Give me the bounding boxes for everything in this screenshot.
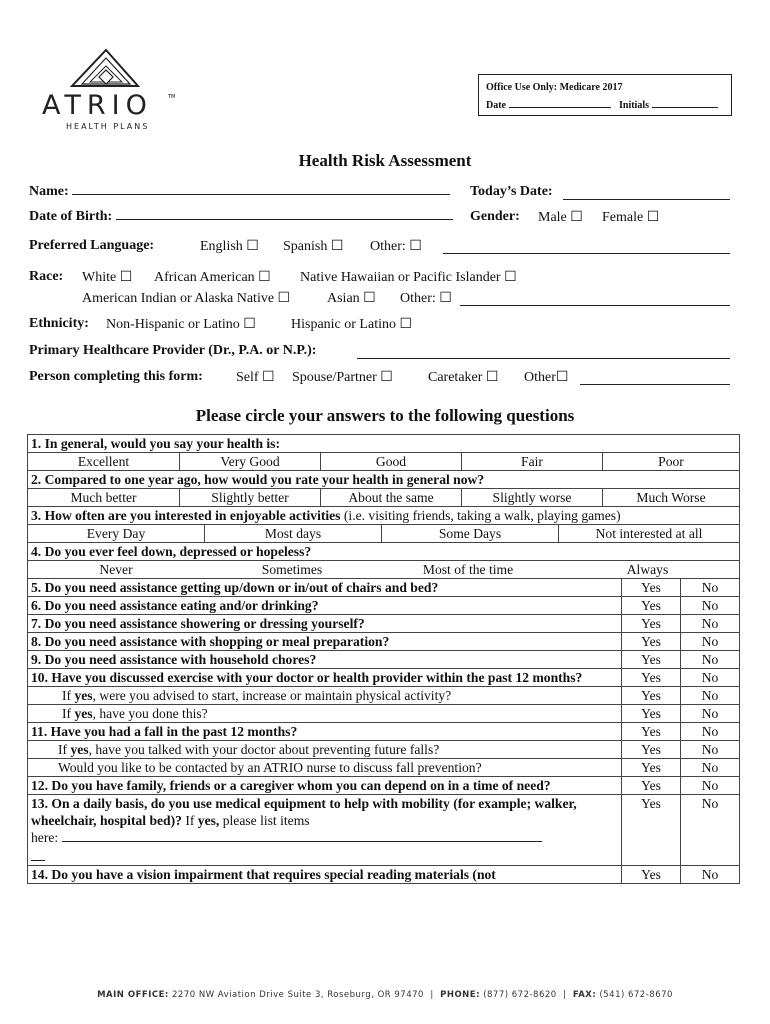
q14-yes[interactable]: Yes — [622, 866, 681, 884]
q11a-pre: If — [58, 742, 71, 757]
person-caretaker-option[interactable]: Caretaker ☐ — [428, 370, 499, 385]
person-row — [29, 369, 569, 385]
office-initials-field[interactable] — [652, 107, 718, 108]
q10-text: 10. Have you discussed exercise with your doctor or health provider within the past 12 months? — [28, 669, 622, 687]
q8-no[interactable]: No — [681, 633, 740, 651]
name-field[interactable] — [72, 194, 450, 195]
q9-no[interactable]: No — [681, 651, 740, 669]
footer-fax-label: FAX: — [572, 990, 597, 1000]
race-african-american-option[interactable]: African American ☐ — [154, 270, 271, 285]
office-date-field[interactable] — [509, 107, 611, 108]
race-american-indian-option[interactable]: American Indian or Alaska Native ☐ — [82, 291, 291, 306]
q11a-post: , have you talked with your doctor about preventing future falls? — [88, 742, 440, 757]
q10b-yes-word: yes — [74, 706, 93, 721]
footer-phone: (877) 672-8620 — [483, 990, 557, 1000]
lang-other-field[interactable] — [443, 253, 730, 254]
provider-label: Primary Healthcare Provider (Dr., P.A. or N.P.): — [29, 343, 317, 358]
q12-yes[interactable]: Yes — [622, 777, 681, 795]
instructions-heading: Please circle your answers to the following questions — [195, 406, 575, 425]
gender-female-option[interactable]: Female ☐ — [602, 210, 660, 225]
lang-spanish-option[interactable]: Spanish ☐ — [283, 239, 344, 254]
q2-opt-much-better[interactable]: Much better — [28, 489, 180, 506]
logo-subtitle: HEALTH PLANS — [66, 122, 150, 131]
q7-text: 7. Do you need assistance showering or dressing yourself? — [28, 615, 622, 633]
q4-opt-never[interactable]: Never — [99, 562, 133, 577]
q13-no[interactable]: No — [681, 795, 740, 866]
logo-trademark: TM — [168, 94, 176, 100]
q10-yes[interactable]: Yes — [622, 669, 681, 687]
q4-opt-most-of-time[interactable]: Most of the time — [422, 562, 514, 577]
q13-items-field[interactable] — [62, 841, 542, 842]
q11a-yes[interactable]: Yes — [622, 741, 681, 759]
q10a-post: , were you advised to start, increase or maintain physical activity? — [92, 688, 452, 703]
q12-no[interactable]: No — [681, 777, 740, 795]
q7-no[interactable]: No — [681, 615, 740, 633]
q5-no[interactable]: No — [681, 579, 740, 597]
q5-text: 5. Do you need assistance getting up/down or in/out of chairs and bed? — [28, 579, 622, 597]
name-row — [29, 184, 553, 200]
q10a-pre: If — [62, 688, 75, 703]
q2-opt-about-same[interactable]: About the same — [321, 489, 462, 506]
lang-english-option[interactable]: English ☐ — [200, 239, 259, 254]
q13-post: please list items — [219, 813, 310, 828]
office-date-label: Date — [486, 100, 506, 111]
q3-note: (i.e. visiting friends, taking a walk, playing games) — [343, 508, 621, 523]
q5-yes[interactable]: Yes — [622, 579, 681, 597]
q3-text — [28, 507, 740, 525]
q7-yes[interactable]: Yes — [622, 615, 681, 633]
q13-text: 13. On a daily basis, do you use medical equipment to help with mobility (for example; walker, wheelchair, hospital bed)? — [31, 796, 577, 828]
q10-no[interactable]: No — [681, 669, 740, 687]
q2-opt-slightly-worse[interactable]: Slightly worse — [462, 489, 603, 506]
dob-label: Date of Birth: — [29, 209, 113, 224]
q3-question: 3. How often are you interested in enjoyable activities — [31, 508, 341, 523]
q13-cell — [28, 795, 622, 866]
q10a-text — [28, 687, 622, 705]
q11-no[interactable]: No — [681, 723, 740, 741]
footer-address: 2270 NW Aviation Drive Suite 3, Roseburg, OR 97470 — [172, 990, 424, 1000]
office-use-box — [478, 74, 732, 116]
office-use-label: Office Use Only: Medicare 2017 — [486, 82, 623, 93]
race-row-2 — [82, 290, 452, 307]
q10b-yes[interactable]: Yes — [622, 705, 681, 723]
logo-wordmark: ATRIO — [42, 90, 153, 121]
q2-opt-much-worse[interactable]: Much Worse — [636, 490, 706, 505]
person-other-option[interactable]: Other☐ — [524, 370, 569, 385]
footer-contact: MAIN OFFICE: 2270 NW Aviation Drive Suite 3, Roseburg, OR 97470 | PHONE: (877) 672-8620 | FAX: (541) 672-8670 — [97, 990, 673, 1000]
q1-opt-very-good[interactable]: Very Good — [180, 453, 321, 470]
q11-yes[interactable]: Yes — [622, 723, 681, 741]
q4-opt-always[interactable]: Always — [626, 562, 669, 577]
q13-yes[interactable]: Yes — [622, 795, 681, 866]
ethnicity-row — [29, 316, 413, 332]
todays-date-field[interactable] — [563, 199, 730, 200]
questions-table — [27, 434, 740, 884]
q10a-yes-word: yes — [74, 688, 93, 703]
q10b-pre: If — [62, 706, 75, 721]
race-hawaiian-option[interactable]: Native Hawaiian or Pacific Islander ☐ — [300, 270, 517, 285]
q11b-yes[interactable]: Yes — [622, 759, 681, 777]
q11a-no[interactable]: No — [681, 741, 740, 759]
q1-opt-excellent[interactable]: Excellent — [28, 453, 180, 470]
footer-phone-label: PHONE: — [440, 990, 480, 1000]
page-title: Health Risk Assessment — [298, 151, 472, 170]
q1-options — [28, 453, 740, 471]
person-label: Person completing this form: — [29, 369, 203, 384]
q14-text: 14. Do you have a vision impairment that requires special reading materials (not — [28, 866, 622, 884]
race-row — [29, 269, 517, 285]
gender-label: Gender: — [470, 209, 520, 224]
q13-yes-word: yes, — [197, 813, 220, 828]
q9-yes[interactable]: Yes — [622, 651, 681, 669]
q3-opt-some-days[interactable]: Some Days — [382, 525, 559, 542]
q10a-yes[interactable]: Yes — [622, 687, 681, 705]
q1-text: 1. In general, would you say your health is: — [28, 435, 740, 453]
race-label: Race: — [29, 269, 64, 284]
race-other-field[interactable] — [460, 305, 730, 306]
person-other-field[interactable] — [580, 384, 730, 385]
q11b-no[interactable]: No — [681, 759, 740, 777]
ethnicity-label: Ethnicity: — [29, 316, 89, 331]
q10b-no[interactable]: No — [681, 705, 740, 723]
language-row — [29, 238, 422, 254]
person-self-option[interactable]: Self ☐ — [236, 370, 275, 385]
q2-opt-slightly-better[interactable]: Slightly better — [180, 489, 321, 506]
q8-yes[interactable]: Yes — [622, 633, 681, 651]
lang-other-option[interactable]: Other: ☐ — [370, 239, 422, 254]
q4-text: 4. Do you ever feel down, depressed or hopeless? — [28, 543, 740, 561]
provider-row — [29, 343, 316, 359]
gender-male-option[interactable]: Male ☐ — [538, 210, 583, 225]
language-label: Preferred Language: — [29, 238, 155, 253]
q11-text: 11. Have you had a fall in the past 12 months? — [28, 723, 622, 741]
q3-opt-most-days[interactable]: Most days — [205, 525, 382, 542]
race-asian-option[interactable]: Asian ☐ — [327, 291, 376, 306]
q10a-no[interactable]: No — [681, 687, 740, 705]
q6-no[interactable]: No — [681, 597, 740, 615]
q3-opt-every-day[interactable]: Every Day — [28, 525, 205, 542]
dob-field[interactable] — [116, 219, 453, 220]
race-other-option[interactable]: Other: ☐ — [400, 291, 452, 306]
eth-hispanic-option[interactable]: Hispanic or Latino ☐ — [291, 317, 413, 332]
q6-text: 6. Do you need assistance eating and/or drinking? — [28, 597, 622, 615]
dob-row — [29, 209, 660, 225]
office-initials-label: Initials — [619, 100, 650, 111]
office-use-date-row — [486, 100, 718, 111]
atrio-logo — [42, 48, 182, 130]
logo-triangle-icon — [42, 48, 182, 94]
footer-main-office-label: MAIN OFFICE: — [97, 990, 169, 1000]
q2-text: 2. Compared to one year ago, how would you rate your health in general now? — [28, 471, 740, 489]
q1-opt-poor[interactable]: Poor — [658, 454, 684, 469]
q10b-text — [28, 705, 622, 723]
todays-date-label: Today’s Date: — [470, 184, 553, 199]
q9-text: 9. Do you need assistance with household chores? — [28, 651, 622, 669]
q13-items-field-continued[interactable] — [31, 846, 45, 861]
provider-field[interactable] — [357, 358, 730, 359]
q4-opt-sometimes[interactable]: Sometimes — [261, 562, 323, 577]
q1-opt-fair[interactable]: Fair — [462, 453, 603, 470]
q1-row — [28, 435, 740, 453]
name-label: Name: — [29, 184, 69, 199]
q10b-post: , have you done this? — [92, 706, 208, 721]
q3-opt-not-interested[interactable]: Not interested at all — [595, 526, 703, 541]
q14-no[interactable]: No — [681, 866, 740, 884]
q11a-text — [28, 741, 622, 759]
race-white-option[interactable]: White ☐ — [82, 270, 133, 285]
q13-here-label: here: — [31, 830, 59, 845]
q11a-yes-word: yes — [70, 742, 89, 757]
footer-fax: (541) 672-8670 — [599, 990, 673, 1000]
q12-text: 12. Do you have family, friends or a caregiver whom you can depend on in a time of need? — [28, 777, 622, 795]
q6-yes[interactable]: Yes — [622, 597, 681, 615]
person-spouse-option[interactable]: Spouse/Partner ☐ — [292, 370, 393, 385]
q8-text: 8. Do you need assistance with shopping or meal preparation? — [28, 633, 622, 651]
eth-non-hispanic-option[interactable]: Non-Hispanic or Latino ☐ — [106, 317, 256, 332]
q13-if: If — [181, 813, 198, 828]
q1-opt-good[interactable]: Good — [321, 453, 462, 470]
q11b-text: Would you like to be contacted by an ATRIO nurse to discuss fall prevention? — [28, 759, 622, 777]
